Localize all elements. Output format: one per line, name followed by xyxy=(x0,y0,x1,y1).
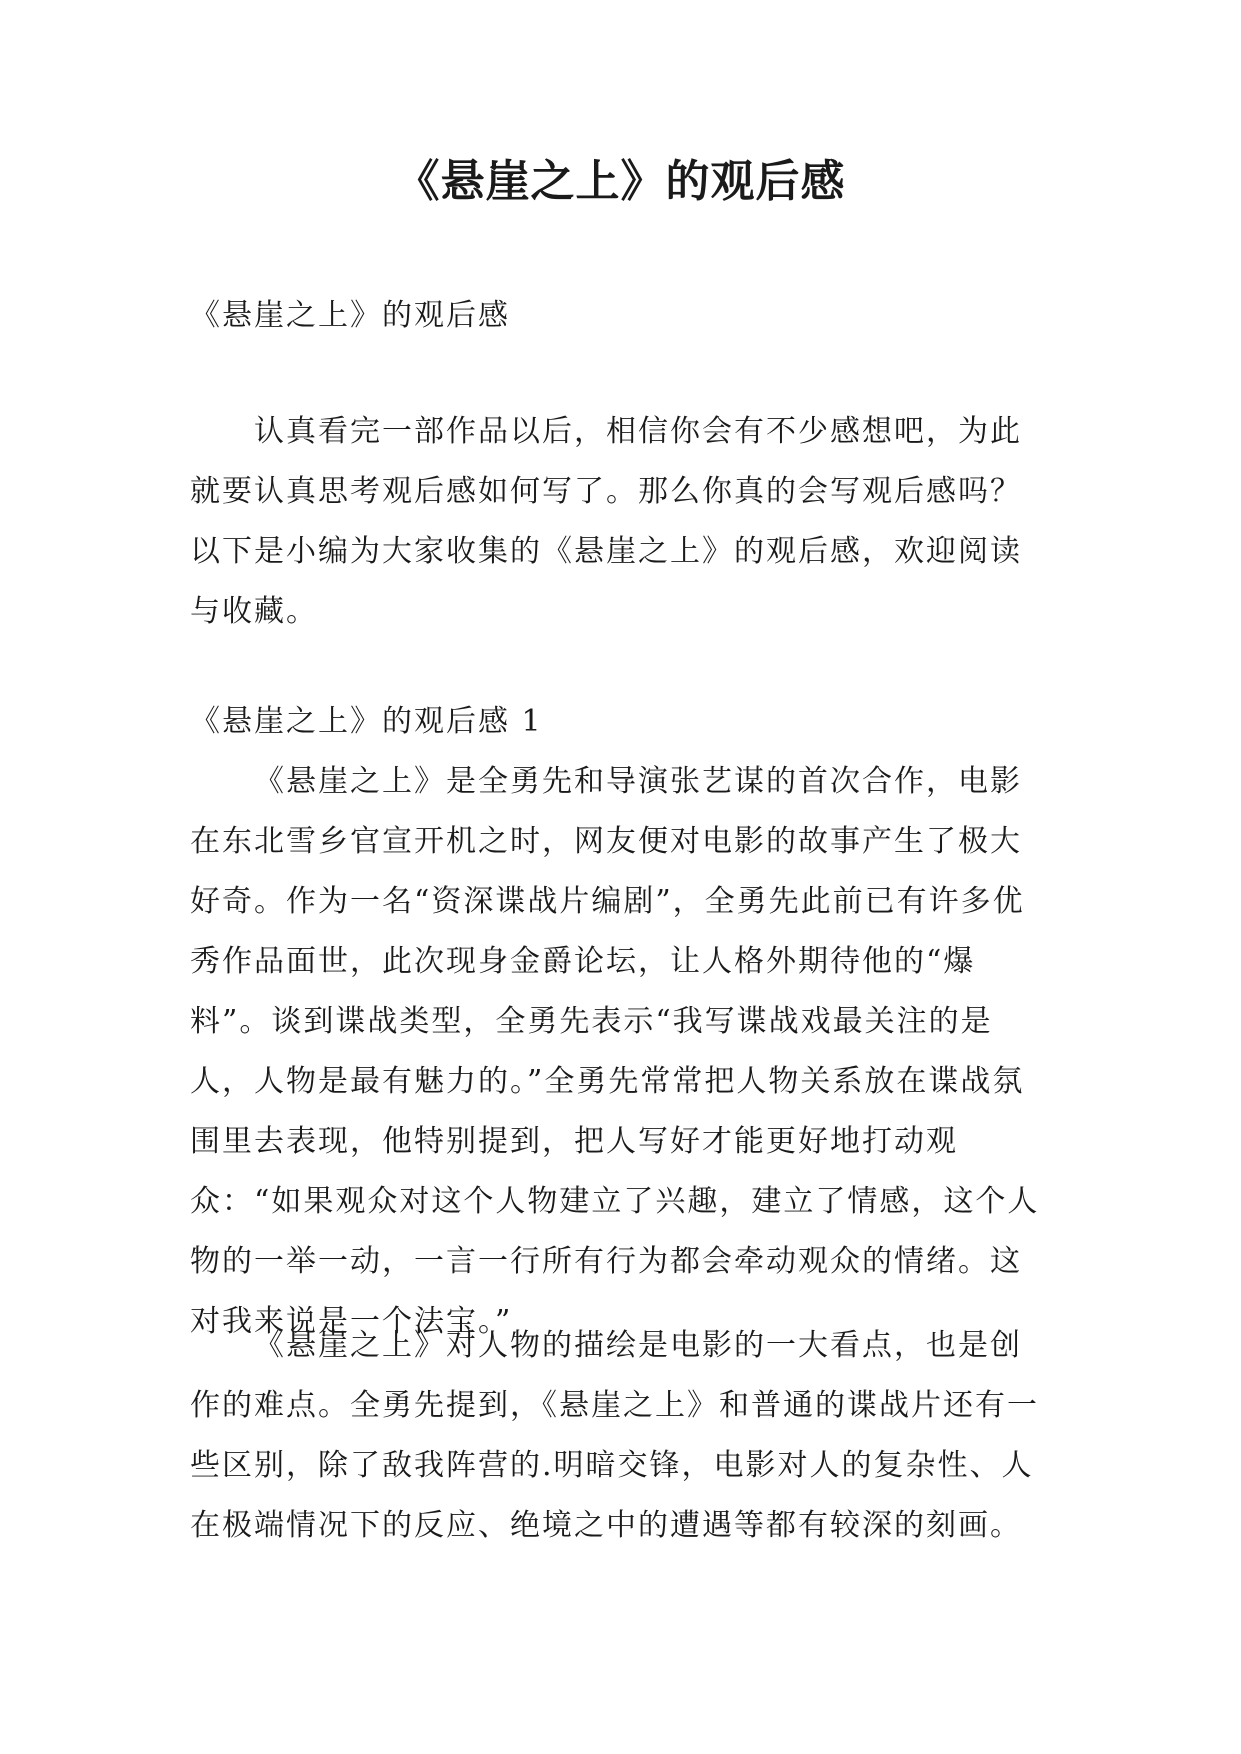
body-paragraph-2: 《悬崖之上》对人物的描绘是电影的一大看点，也是创作的难点。全勇先提到，《悬崖之上》和普通的谍战片还有一些区别，除了敌我阵营的.明暗交锋，电影对人的复杂性、人在极端情况下的反应、绝境之中的遭遇等都有较深的刻画。 xyxy=(190,1328,1039,1543)
body-paragraph-1: 《悬崖之上》是全勇先和导演张艺谋的首次合作，电影在东北雪乡官宣开机之时，网友便对电影的故事产生了极大好奇。作为一名“资深谍战片编剧”，全勇先此前已有许多优秀作品面世，此次现身金爵论坛，让人格外期待他的“爆料”。谈到谍战类型，全勇先表示“我写谍战戏最关注的是人，人物是最有魅力的。”全勇先常常把人物关系放在谍战氛围里去表现，他特别提到，把人写好才能更好地打动观众：“如果观众对这个人物建立了兴趣，建立了情感，这个人物的一举一动，一言一行所有行为都会牵动观众的情绪。这对我来说是一个法宝。” xyxy=(190,764,1040,1339)
intro-paragraph: 认真看完一部作品以后，相信你会有不少感想吧，为此就要认真思考观后感如何写了。那么你真的会写观后感吗？以下是小编为大家收集的《悬崖之上》的观后感，欢迎阅读与收藏。 xyxy=(190,414,1022,629)
document-title: 《悬崖之上》的观后感 xyxy=(395,156,846,207)
document-subtitle: 《悬崖之上》的观后感 xyxy=(190,298,510,333)
section-heading: 《悬崖之上》的观后感 1 xyxy=(190,704,543,739)
